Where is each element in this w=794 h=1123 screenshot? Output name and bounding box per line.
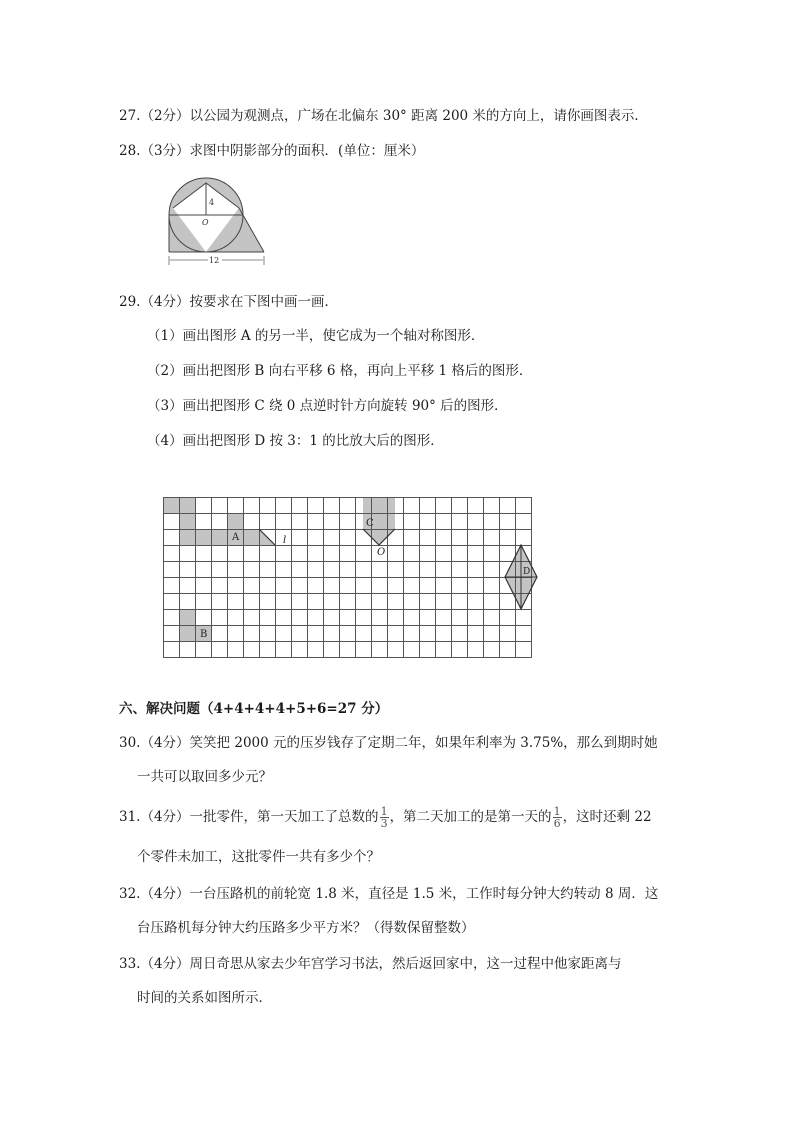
fraction-one-third: $\frac{1}{3}$ <box>380 805 388 830</box>
transform-grid-figure <box>163 497 541 659</box>
label-o: O <box>377 547 386 558</box>
question-32-line-1: 32.（4分）一台压路机的前轮宽 1.8 米，直径是 1.5 米，工作时每分钟大约转动 8 周．这 <box>119 886 659 902</box>
label-d: D <box>523 567 531 577</box>
q31-part-2: ，第二天加工的是第一天的 <box>389 809 552 825</box>
question-33-line-2: 时间的关系如图所示． <box>137 990 272 1006</box>
question-29-part-1: （1）画出图形 A 的另一半，使它成为一个轴对称图形． <box>147 328 485 344</box>
question-30-line-2: 一共可以取回多少元？ <box>137 769 272 785</box>
question-29-part-4: （4）画出把图形 D 按 3：1 的比放大后的图形． <box>147 433 444 449</box>
question-29-part-2: （2）画出把图形 B 向右平移 6 格，再向上平移 1 格后的图形． <box>147 363 533 379</box>
question-29-part-3: （3）画出把图形 C 绕 0 点逆时针方向旋转 90° 后的图形． <box>147 398 508 414</box>
question-27: 27.（2分）以公园为观测点，广场在北偏东 30° 距离 200 米的方向上，请你画图表示． <box>119 108 648 124</box>
question-31-line-1 <box>119 806 652 829</box>
question-28: 28.（3分）求图中阴影部分的面积．(单位：厘米） <box>119 143 425 159</box>
radius-label: 4 <box>209 198 215 207</box>
label-l: l <box>283 535 287 546</box>
question-31-line-2: 个零件未加工，这批零件一共有多少个？ <box>137 849 380 865</box>
label-c: C <box>366 518 374 529</box>
question-29: 29.（4分）按要求在下图中画一画． <box>119 294 339 310</box>
q31-part-3: ，这时还剩 22 <box>562 809 652 825</box>
label-b: B <box>200 629 208 640</box>
q31-part-1: 31.（4分）一批零件，第一天加工了总数的 <box>119 809 379 825</box>
section-6-title: 六、解决问题（4+4+4+4+5+6=27 分） <box>119 701 389 717</box>
question-30-line-1: 30.（4分）笑笑把 2000 元的压岁钱存了定期二年，如果年利率为 3.75%，那么到期时她 <box>119 735 658 751</box>
fraction-one-sixth: $\frac{1}{6}$ <box>553 805 561 830</box>
circle-shaded-figure <box>168 172 270 268</box>
length-label: 12 <box>209 256 220 265</box>
question-33-line-1: 33.（4分）周日奇思从家去少年宫学习书法，然后返回家中，这一过程中他家距离与 <box>119 956 622 972</box>
center-label: O <box>202 218 209 227</box>
question-32-line-2: 台压路机每分钟大约压路多少平方米？（得数保留整数） <box>137 920 475 936</box>
label-a: A <box>232 532 240 543</box>
